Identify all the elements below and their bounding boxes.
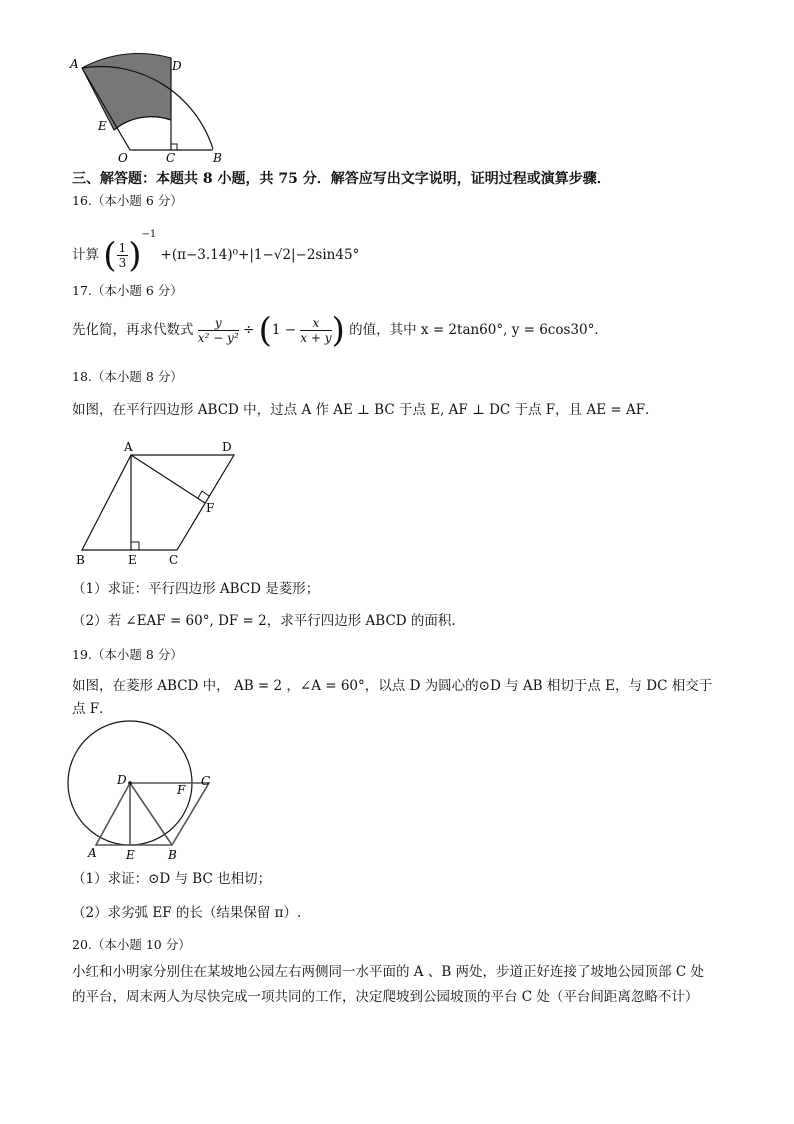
q17-one-minus: 1 − xyxy=(271,322,297,338)
figure-sector xyxy=(70,58,230,168)
q19-stem-line2: 点 F． xyxy=(72,701,113,717)
segment-AF xyxy=(131,455,205,503)
label-B: B xyxy=(76,553,85,567)
q17-header: 17.（本小题 6 分） xyxy=(72,283,183,298)
label-C: C xyxy=(169,553,179,567)
label-E: E xyxy=(126,848,135,862)
q18-part1: （1）求证：平行四边形 ABCD 是菱形； xyxy=(72,581,320,597)
label-E: E xyxy=(128,553,137,567)
label-B: B xyxy=(213,151,222,165)
label-D: D xyxy=(117,773,127,787)
q19-part1: （1）求证：⊙D 与 BC 也相切； xyxy=(72,871,272,887)
q17-suffix: 的值，其中 x = 2tan60°, y = 6cos30°． xyxy=(349,322,608,338)
q19-header: 19.（本小题 8 分） xyxy=(72,647,183,662)
q17-expression: 先化简，再求代数式 $\frac{y}{\text{x² − y²}}$ ÷ (1 − $\frac{x}{x + y}$ ) 的值，其中 x = 2tan60°, y = 6cos30°． xyxy=(72,310,608,351)
center-dot xyxy=(128,781,132,785)
q16-fraction: $\frac{1}{3}$ xyxy=(118,241,127,270)
figure-parallelogram xyxy=(72,440,252,570)
label-F: F xyxy=(206,501,215,515)
q16-rest: +(π−3.14)⁰+|1−√2|−2sin45° xyxy=(160,247,360,263)
label-E: E xyxy=(98,119,107,133)
q16-exponent: −1 xyxy=(141,229,157,240)
q20-line2: 的平台，周末两人为尽快完成一项共同的工作，决定爬坡到公园坡顶的平台 C 处（平台间距离忽略不计） xyxy=(72,989,699,1005)
label-A: A xyxy=(70,57,79,71)
label-A: A xyxy=(124,440,133,454)
q20-header: 20.（本小题 10 分） xyxy=(72,937,191,952)
q18-part2: （2）若 ∠EAF = 60°, DF = 2，求平行四边形 ABCD 的面积. xyxy=(72,613,456,629)
q20-line1: 小红和小明家分别住在某坡地公园左右两侧同一水平面的 A 、B 两处，步道正好连接了坡地公园顶部 C 处 xyxy=(72,964,704,980)
q19-part2: （2）求劣弧 EF 的长（结果保留 π）. xyxy=(72,905,302,921)
q18-header: 18.（本小题 8 分） xyxy=(72,369,183,384)
right-angle-mark xyxy=(171,144,177,150)
label-D: D xyxy=(222,440,232,454)
rhombus-ABCD xyxy=(96,783,209,845)
q17-fraction-1: $\frac{y}{\text{x² − y²}}$ xyxy=(197,316,239,345)
q18-stem: 如图，在平行四边形 ABCD 中，过点 A 作 AE ⊥ BC 于点 E, AF ⊥ DC 于点 F，且 AE = AF． xyxy=(72,402,659,418)
q16-prefix: 计算 xyxy=(72,247,99,263)
label-O: O xyxy=(118,151,128,165)
label-F: F xyxy=(177,783,186,797)
label-C: C xyxy=(201,774,211,788)
q19-stem-line1: 如图，在菱形 ABCD 中， AB = 2 ，∠A = 60°，以点 D 为圆心的⊙D 与 AB 相切于点 E，与 DC 相交于 xyxy=(72,678,713,694)
right-angle-mark-F xyxy=(198,491,209,498)
q17-divide: ÷ xyxy=(242,322,255,338)
label-B: B xyxy=(168,848,177,862)
label-A: A xyxy=(88,846,97,860)
label-D: D xyxy=(172,59,182,73)
q16-expression: 计算 ( $\frac{1}{3}$ )$^{-1}$ +(π−3.14)⁰+|1−√2|−2sin45° xyxy=(72,229,360,276)
diagonal-DB xyxy=(130,783,172,845)
label-C: C xyxy=(166,151,176,165)
q16-header: 16.（本小题 6 分） xyxy=(72,193,183,208)
right-angle-mark-E xyxy=(131,542,139,550)
section-heading: 三、解答题：本题共 8 小题，共 75 分．解答应写出文字说明，证明过程或演算步骤． xyxy=(72,171,611,187)
q17-fraction-2: $\frac{x}{x + y}$ xyxy=(300,316,332,345)
q17-prefix: 先化简，再求代数式 xyxy=(72,322,194,338)
figure-rhombus-circle xyxy=(72,718,232,863)
